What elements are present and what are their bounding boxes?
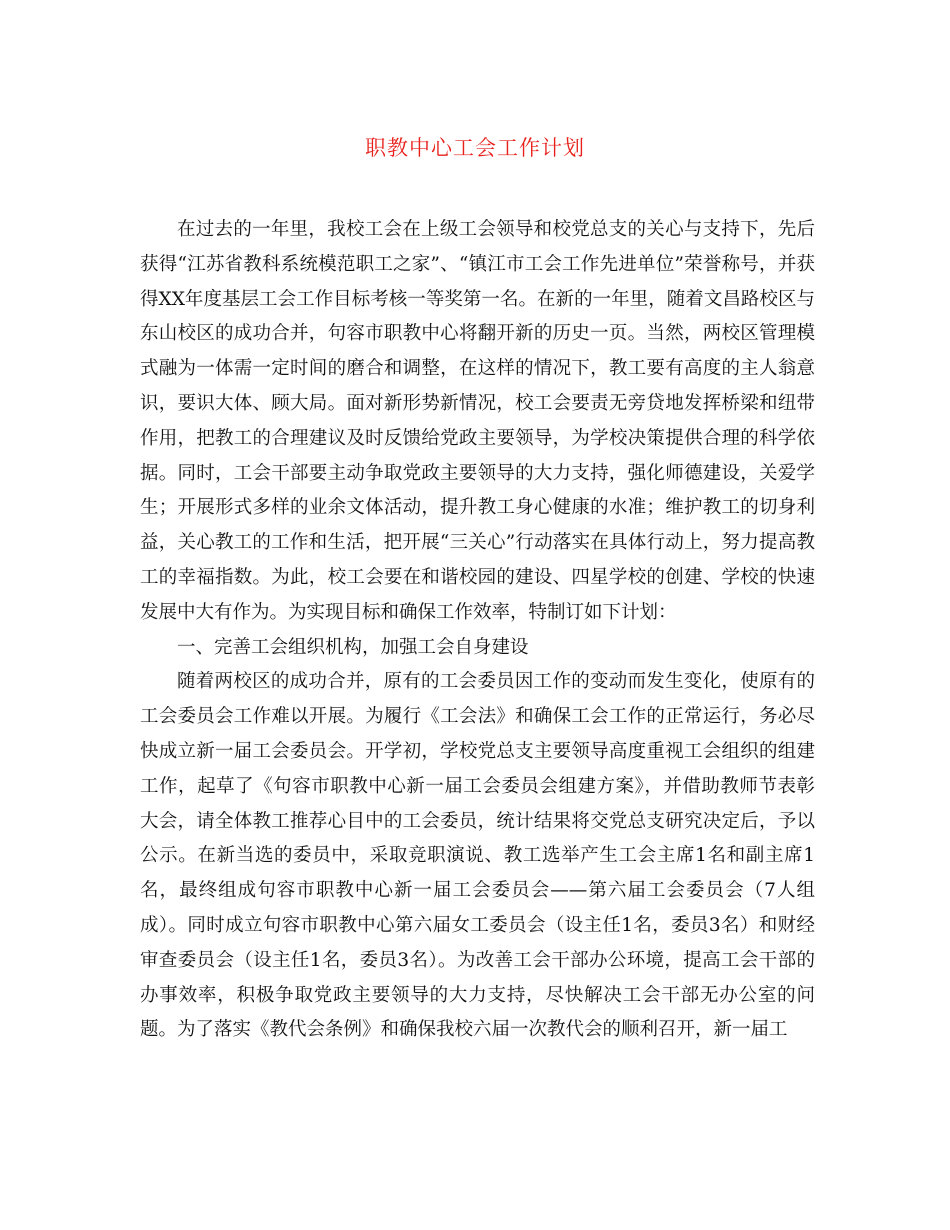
paragraph-section-1: 随着两校区的成功合并，原有的工会委员因工作的变动而发生变化，使原有的工会委员会工作难以开展。为履行《工会法》和确保工会工作的正常运行，务必尽快成立新一届工会委员会。开学初，学校党总支主要领导高度重视工会组织的组建工作，起草了《句容市职教中心新一届工会委员会组建方案》，并借助教师节表彰大会，请全体教工推荐心目中的工会委员，统计结果将交党总支研究决定后，予以公示。在新当选的委员中，采取竞职演说、教工选举产生工会主席1名和副主席1名，最终组成句容市职教中心新一届工会委员会——第六届工会委员会（7人组成）。同时成立句容市职教中心第六届女工委员会（设主任1名，委员3名）和财经审查委员会（设主任1名，委员3名）。为改善工会干部办公环境，提高工会干部的办事效率，积极争取党政主要领导的大力支持，尽快解决工会干部无办公室的问题。为了落实《教代会条例》和确保我校六届一次教代会的顺利召开，新一届工	[140, 671, 815, 1041]
section-heading-1: 一、完善工会组织机构，加强工会自身建设	[177, 636, 529, 658]
document-body	[140, 213, 815, 1048]
document-title: 职教中心工会工作计划	[365, 136, 585, 160]
paragraph-intro: 在过去的一年里，我校工会在上级工会领导和校党总支的关心与支持下，先后获得“江苏省教科系统模范职工之家”、“镇江市工会工作先进单位”荣誉称号，并获得XX年度基层工会工作目标考核一等奖第一名。在新的一年里，随着文昌路校区与东山校区的成功合并，句容市职教中心将翻开新的历史一页。当然，两校区管理模式融为一体需一定时间的磨合和调整，在这样的情况下，教工要有高度的主人翁意识，要识大体、顾大局。面对新形势新情况，校工会要责无旁贷地发挥桥梁和纽带作用，把教工的合理建议及时反馈给党政主要领导，为学校决策提供合理的科学依据。同时，工会干部要主动争取党政主要领导的大力支持，强化师德建设，关爱学生；开展形式多样的业余文体活动，提升教工身心健康的水准；维护教工的切身利益，关心教工的工作和生活，把开展“三关心”行动落实在具体行动上，努力提高教工的幸福指数。为此，校工会要在和谐校园的建设、四星学校的创建、学校的快速发展中大有作为。为实现目标和确保工作效率，特制订如下计划：	[140, 219, 815, 623]
